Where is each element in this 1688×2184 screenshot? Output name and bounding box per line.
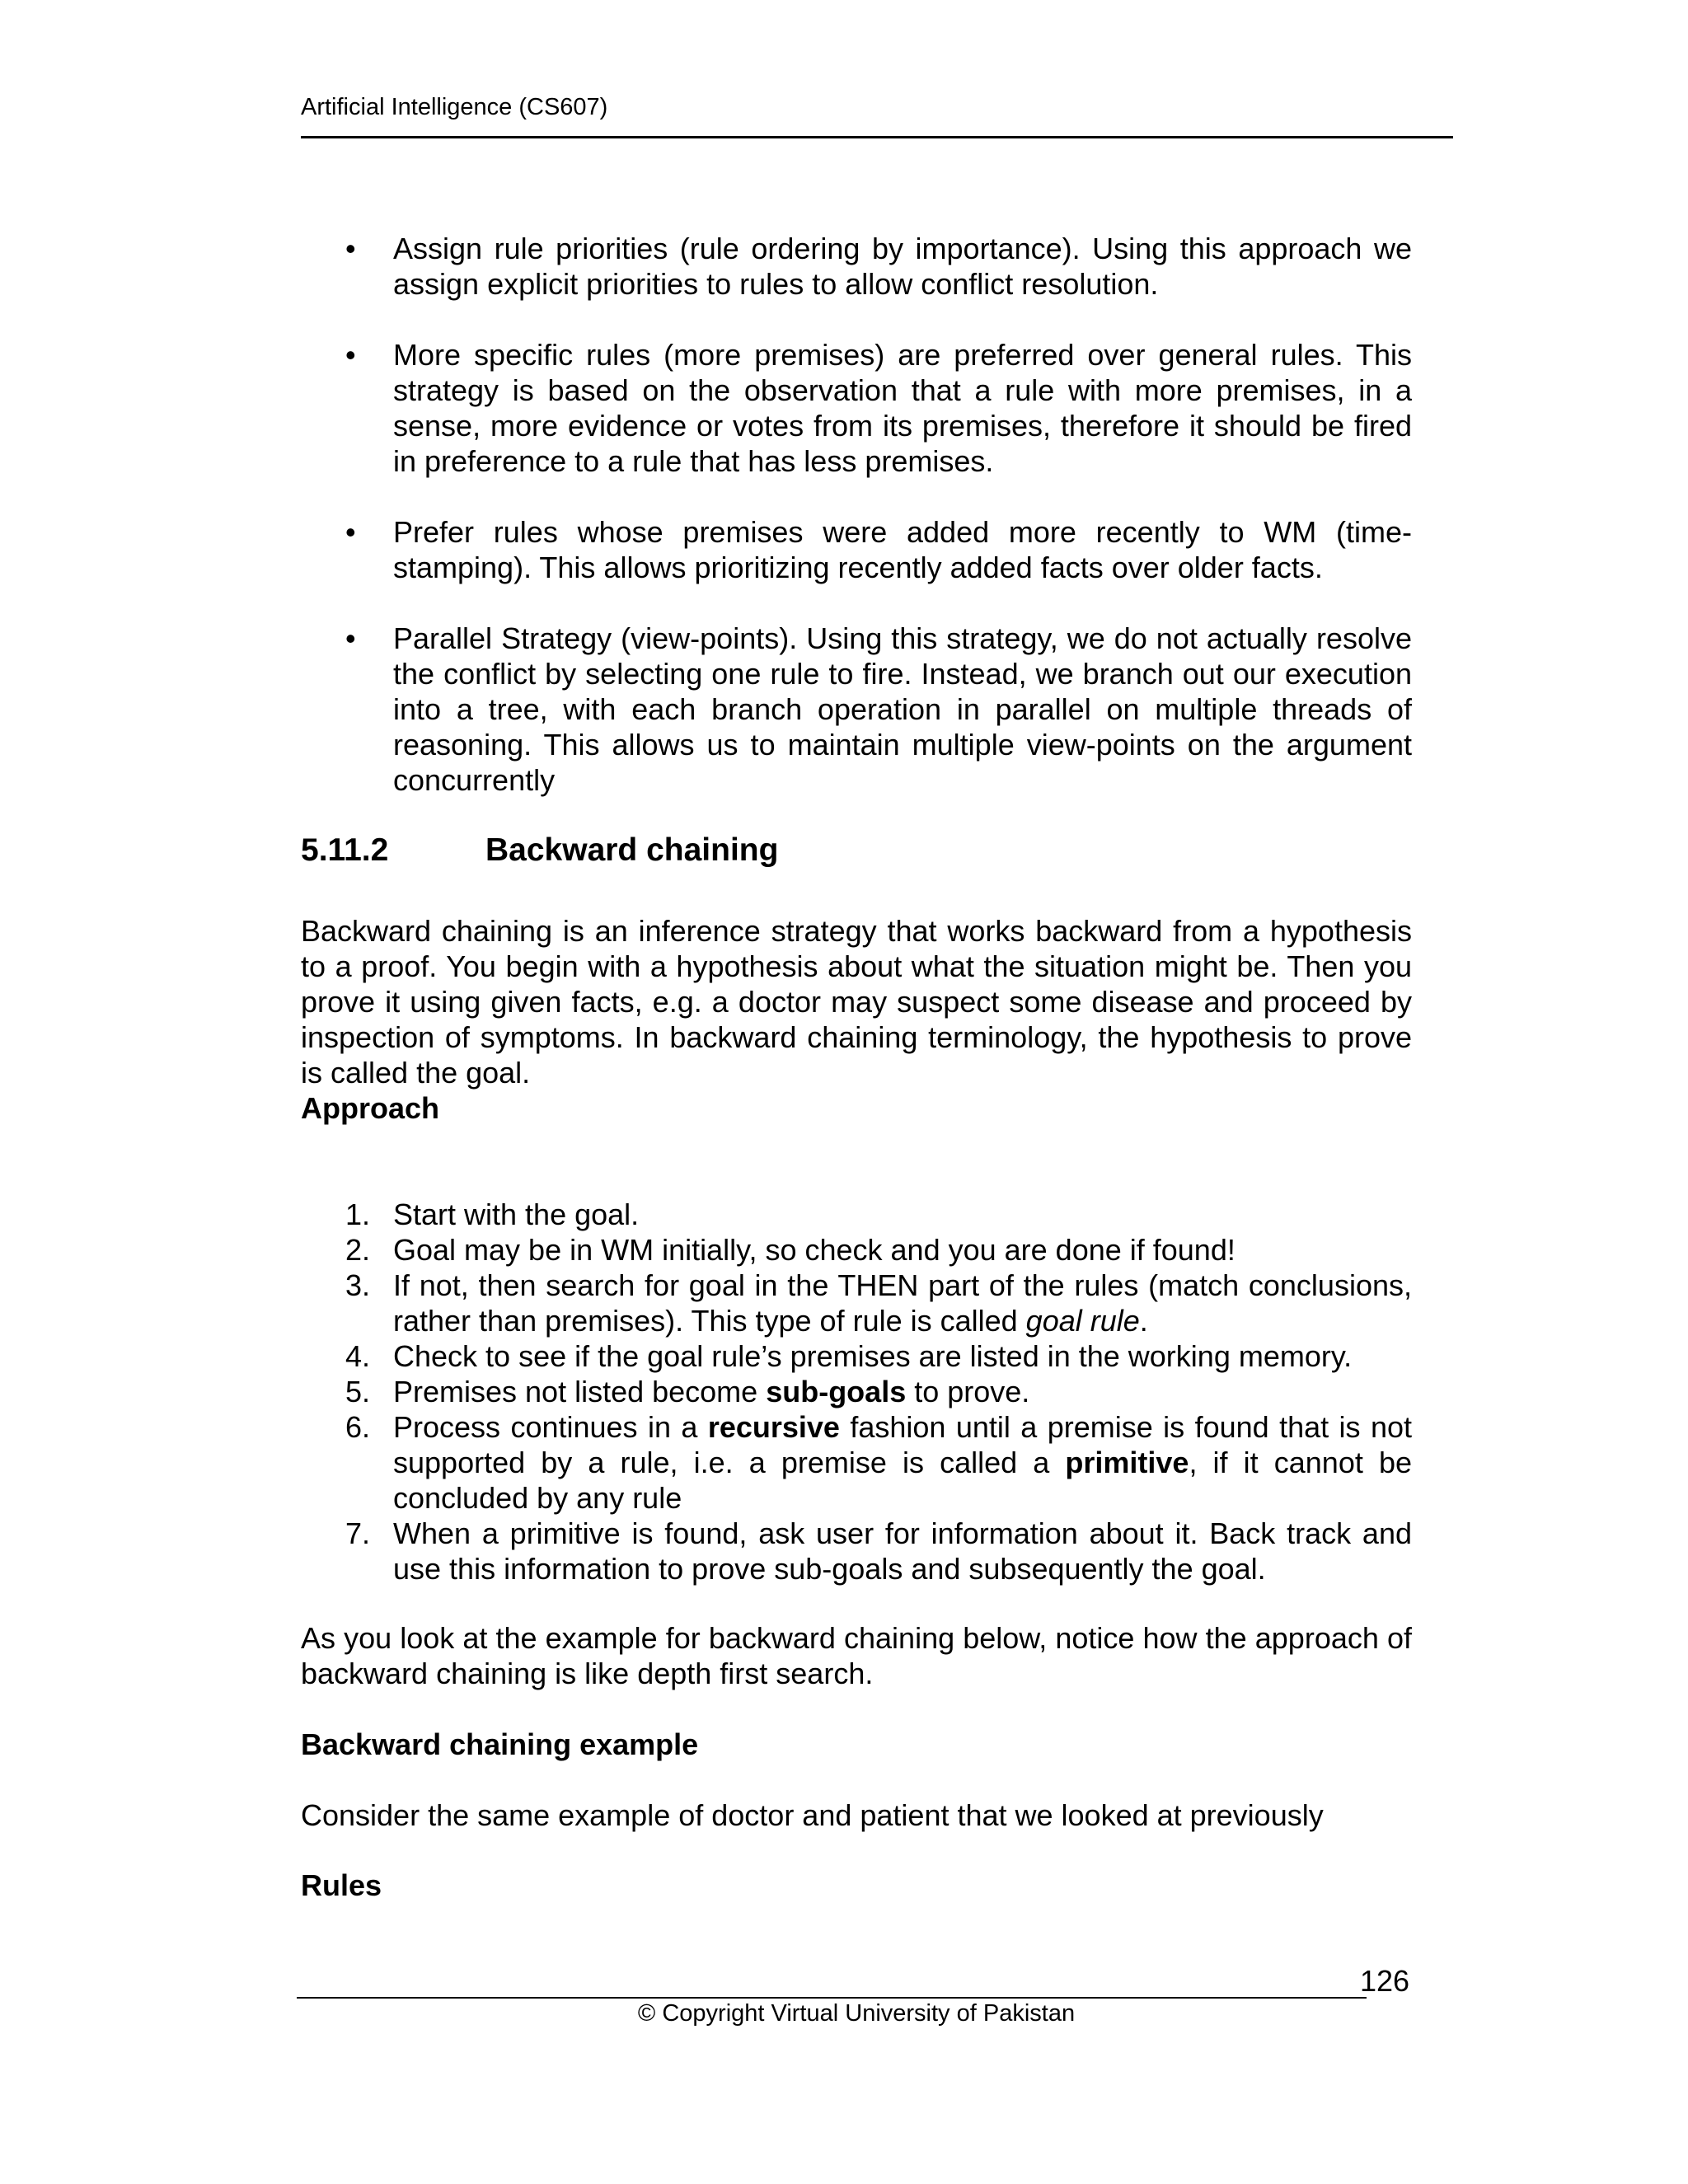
example-paragraph: Consider the same example of doctor and patient that we looked at previously	[301, 1798, 1324, 1832]
list-item	[301, 1268, 1412, 1338]
header-divider	[301, 136, 1453, 138]
step-number: 6.	[345, 1410, 371, 1444]
list-item-text: More specific rules (more premises) are preferred over general rules. This strategy is based on the observation that a rule with more premises, in a sense, more evidence or votes from its premises, therefore it should be fired in preference to a rule that has less premises.	[393, 338, 1412, 478]
step-text: If not, then search for goal in the THEN part of the rules (match conclusions, rather than premises). This type of rule is called	[393, 1268, 1412, 1338]
goal-rule-term: goal rule	[1025, 1304, 1140, 1338]
bullet-icon: •	[345, 621, 356, 655]
bullet-icon: •	[345, 515, 356, 549]
intro-paragraph: Backward chaining is an inference strategy that works backward from a hypothesis to a proof. You begin with a hypothesis about what the situation might be. Then you prove it using given facts, e.g. a doctor may suspect some disease and proceed by inspection of symptoms. In backward chaining terminology, the hypothesis to prove is called the goal.	[301, 914, 1412, 1090]
step-text: Start with the goal.	[393, 1197, 640, 1231]
step-text: to prove.	[906, 1375, 1030, 1408]
step-text: When a primitive is found, ask user for information about it. Back track and use this information to prove sub-goals and subsequently the goal.	[393, 1516, 1412, 1586]
step-text: Premises not listed become	[393, 1375, 767, 1408]
section-number: 5.11.2	[301, 832, 389, 868]
primitive-term: primitive	[1065, 1446, 1189, 1479]
step-number: 3.	[345, 1268, 371, 1302]
conflict-resolution-list	[301, 231, 1412, 833]
step-number: 7.	[345, 1516, 371, 1550]
step-number: 1.	[345, 1197, 371, 1231]
section-title: Backward chaining	[485, 832, 779, 868]
step-text: Process continues in a	[393, 1410, 708, 1444]
list-item	[301, 1409, 1412, 1516]
list-item	[301, 1516, 1412, 1586]
list-item	[301, 1197, 1412, 1232]
step-text: , if it cannot be concluded by any rule	[393, 1446, 1412, 1515]
list-item	[301, 514, 1412, 585]
list-item	[301, 1374, 1412, 1409]
sub-goals-term: sub-goals	[766, 1375, 907, 1408]
copyright-notice	[0, 1999, 1688, 2028]
recursive-term: recursive	[707, 1410, 840, 1444]
section-heading	[301, 832, 1412, 869]
list-item-text: Assign rule priorities (rule ordering by importance). Using this approach we assign explicit priorities to rules to allow conflict resolution.	[393, 232, 1412, 301]
list-item-text: Prefer rules whose premises were added more recently to WM (time-stamping). This allows prioritizing recently added facts over older facts.	[393, 515, 1412, 584]
step-text: Goal may be in WM initially, so check and you are done if found!	[393, 1233, 1236, 1267]
step-number: 4.	[345, 1339, 371, 1373]
list-item	[301, 621, 1412, 798]
page-number: 126	[1360, 1964, 1410, 1998]
step-text: fashion until a premise is found that is not supported by a rule, i.e. a premise is called a	[393, 1410, 1412, 1479]
running-header: Artificial Intelligence (CS607)	[301, 94, 608, 120]
list-item	[301, 337, 1412, 479]
step-text: .	[1139, 1304, 1148, 1338]
copyright-text: © Copyright Virtual University of Pakistan	[637, 2000, 1076, 2027]
bullet-icon: •	[345, 338, 356, 372]
step-number: 5.	[345, 1375, 371, 1408]
step-number: 2.	[345, 1233, 371, 1267]
dfs-paragraph: As you look at the example for backward chaining below, notice how the approach of backward chaining is like depth first search.	[301, 1621, 1412, 1690]
example-heading: Backward chaining example	[301, 1727, 699, 1761]
list-item	[301, 231, 1412, 302]
list-item-text: Parallel Strategy (view-points). Using this strategy, we do not actually resolve the conflict by selecting one rule to fire. Instead, we branch out our execution into a tree, with each branch operation in parallel on multiple threads of reasoning. This allows us to maintain multiple view-points on the argument concurrently	[393, 621, 1412, 797]
list-item	[301, 1232, 1412, 1268]
approach-heading: Approach	[301, 1091, 440, 1125]
rules-heading: Rules	[301, 1868, 382, 1902]
approach-steps	[301, 1197, 1412, 1586]
bullet-icon: •	[345, 232, 356, 265]
list-item	[301, 1338, 1412, 1374]
step-text: Check to see if the goal rule’s premises are listed in the working memory.	[393, 1339, 1353, 1373]
